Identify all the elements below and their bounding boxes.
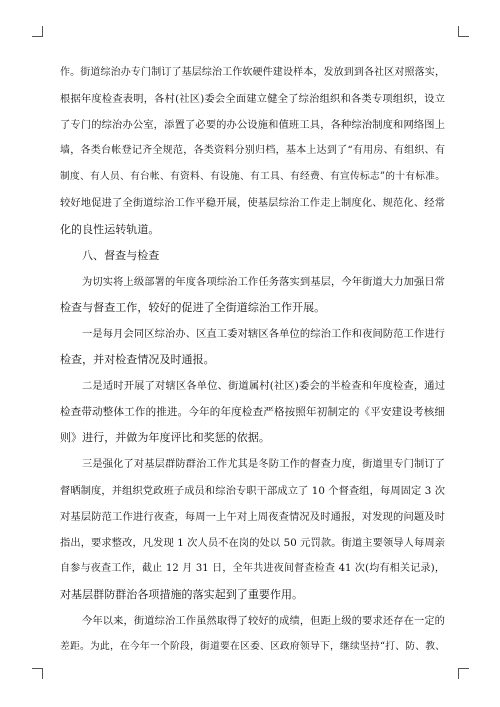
text-line: 今年以来，街道综治工作虽然取得了较好的成绩，但距上级的要求还存在一定的 — [82, 614, 445, 627]
text-line: 检查带动整体工作的推进。今年的年度检查严格按照年初制定的《平安建设考核细 — [60, 406, 445, 419]
section-heading: 八、督查与检查 — [82, 248, 160, 262]
text-line: 二是适时开展了对辖区各单位、街道属村(社区)委会的半检查和年度检查，通过 — [82, 380, 445, 393]
crop-mark-bottom-left — [32, 668, 43, 679]
text-line: 自参与夜查工作，截止 12 月 31 日，全年共进夜间督查检查 41 次(均有相关记录)， — [60, 562, 445, 574]
text-line: 检查与督查工作，较好的促进了全街道综治工作开展。 — [60, 300, 326, 314]
text-line: 墙，各类台帐登记齐全规范，各类资料分别归档，基本上达到了“有用房、有组织、有 — [60, 145, 445, 157]
text-line: 检查，并对检查情况及时通报。 — [60, 353, 215, 367]
text-line: 制度、有人员、有台帐、有资料、有设施、有工具、有经费、有宣传标志”的十有标准。 — [60, 171, 445, 183]
text-line: 指出，要求整改，凡发现 1 次人员不在岗的处以 50 元罚款。街道主要领导人每周亲 — [60, 536, 445, 549]
text-line: 化的良性运转轨道。 — [60, 222, 160, 236]
text-line: 三是强化了对基层群防群治工作尤其是冬防工作的督查力度，街道里专门制订了 — [82, 458, 445, 471]
text-line: 差距。为此，在今年一个阶段，街道要在区委、区政府领导下，继续坚持“打、防、教、 — [60, 641, 445, 653]
text-line: 了专门的综治办公室，添置了必要的办公设施和值班工具，各种综治制度和网络图上 — [60, 119, 445, 132]
text-line: 较好地促进了全街道综治工作平稳开展，使基层综治工作走上制度化、规范化、经常 — [60, 197, 445, 210]
crop-mark-bottom-right — [458, 668, 469, 679]
crop-mark-top-right — [458, 26, 469, 37]
text-line: 对基层群防群治各项措施的落实起到了重要作用。 — [60, 587, 304, 601]
text-line: 根据年度检查表明，各村(社区)委会全面建立健全了综治组织和各类专项组织，设立 — [60, 93, 445, 106]
document-body — [60, 60, 445, 660]
text-line: 对基层防范工作进行夜查，每周一上午对上周夜查情况及时通报，对发现的问题及时 — [60, 510, 445, 523]
text-line: 督晒制度，并组织党政班子成员和综治专职干部成立了 10 个督查组，每周固定 3 次 — [60, 484, 445, 497]
text-line: 一是每月会同区综治办、区直工委对辖区各单位的综治工作和夜间防范工作进行 — [82, 327, 445, 340]
crop-mark-top-left — [32, 26, 43, 37]
text-line: 为切实将上级部署的年度各项综治工作任务落实到基层，今年街道大力加强日常 — [82, 275, 445, 288]
text-line: 则》进行，并做为年度评比和奖惩的依据。 — [60, 431, 270, 445]
text-line: 作。街道综治办专门制订了基层综治工作软硬件建设样本，发放到到各社区对照落实， — [60, 67, 445, 78]
